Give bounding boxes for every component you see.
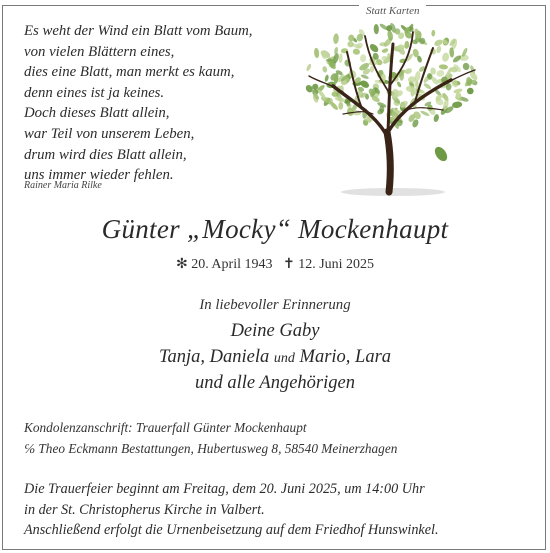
leaf [360,54,367,62]
death-date: 12. Juni 2025 [298,257,375,272]
leaf [305,63,312,72]
leaf [431,30,435,37]
poem-author: Rainer Maria Rilke [24,180,102,191]
leaf [374,24,380,34]
leaf [404,41,409,49]
leaf [338,102,343,110]
family-names-b: Mario, Lara [299,347,392,367]
family-line-1: Deine Gaby [230,321,320,341]
poem-line: uns immer wieder fehlen. [24,167,174,184]
leaf [360,74,369,80]
poem-line: von vielen Blättern eines, [24,43,175,60]
poem-line: denn eines ist ja keines. [24,84,165,101]
tree-illustration [303,14,483,200]
deceased-name: Günter „Mocky“ Mockenhaupt [101,214,449,244]
condolence-line-1: Kondolenzanschrift: Trauerfall Günter Mockenhaupt [24,420,307,435]
memory-intro: In liebevoller Erinnerung [199,297,351,313]
poem-line: Doch dieses Blatt allein, [24,105,170,122]
condolence-address [24,418,397,459]
leaf [423,82,432,90]
birth-star-icon: ✻ [175,257,188,272]
leaf [466,86,475,95]
family-and: und [273,351,295,366]
condolence-line-2: ℅ Theo Eckmann Bestattungen, Hubertusweg 8, 58540 Meinerzhagen [24,440,398,456]
service-info [24,479,439,541]
leaf [441,52,450,62]
leaf [314,48,320,59]
poem-line: Es weht der Wind ein Blatt vom Baum, [24,23,253,39]
death-cross-icon: ✝ [282,257,295,272]
leaf [339,53,343,63]
family-line-2 [0,347,550,368]
service-line-2: in der St. Christopherus Kirche in Valbert. [24,501,265,518]
leaf [396,81,402,88]
leaf [436,45,442,53]
leaf [436,69,445,77]
birth-date: 20. April 1943 [191,257,273,272]
leaf [420,110,430,117]
tree-ground-shadow [341,188,445,196]
leaf [352,48,360,55]
leaf [368,42,380,53]
service-line-3: Anschließend erfolgt die Urnenbeisetzung auf dem Friedhof Hunswinkel. [24,522,439,538]
leaf [355,42,364,50]
statt-karten-label: Statt Karten [359,4,426,18]
leaf [404,67,413,75]
family-line-3: und alle Angehörigen [195,373,355,393]
life-dates [0,256,550,273]
poem [24,21,253,186]
poem-line: dies eine Blatt, man merkt es kaum, [24,64,235,81]
leaf [462,62,470,71]
poem-line: drum wird dies Blatt allein, [24,146,187,163]
leaf [324,74,329,82]
leaf [322,66,328,73]
falling-leaf [432,145,449,164]
poem-line: war Teil von unserem Leben, [24,125,195,142]
leaf [433,38,443,47]
leaf [333,33,339,44]
leaf [433,114,440,123]
leaf [439,64,449,70]
leaf [456,92,462,99]
family-names-a: Tanja, Daniela [158,347,270,367]
service-line-1: Die Trauerfeier beginnt am Freitag, dem 20. Juni 2025, um 14:00 Uhr [24,481,425,497]
